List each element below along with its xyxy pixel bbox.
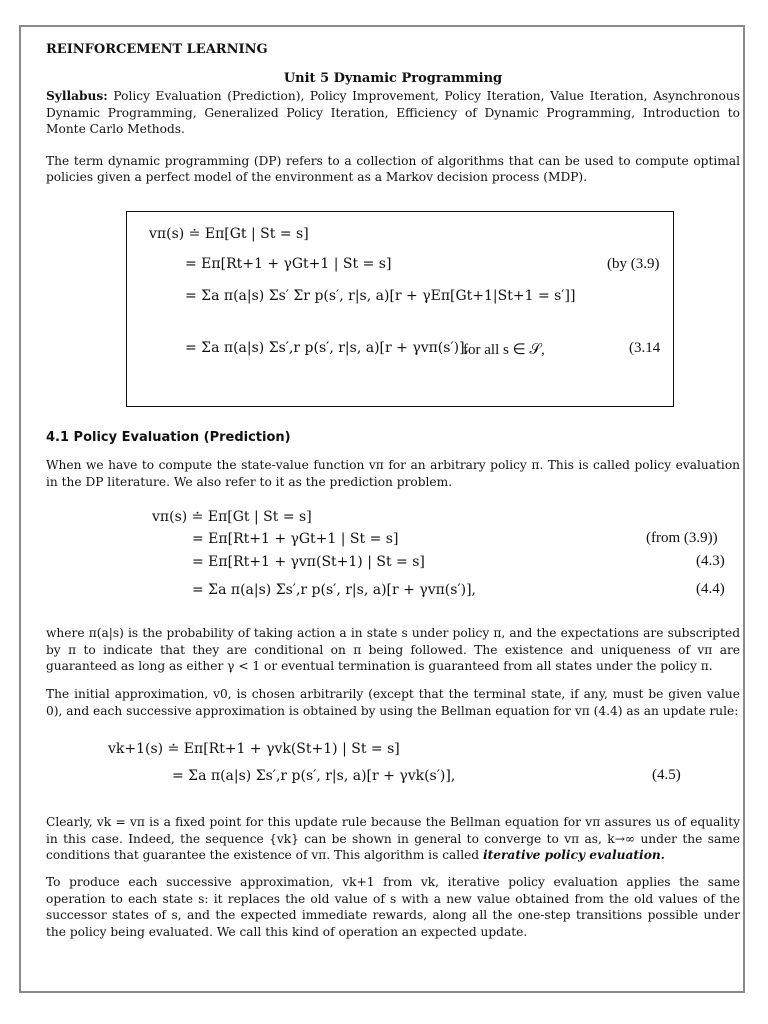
- box-eq-line-1: vπ(s) ≐ Eπ[Gt | St = s]: [149, 226, 309, 242]
- box-eq-line-4: = Σa π(a|s) Σs′,r p(s′, r|s, a)[r + γvπ(s′)],: [185, 340, 470, 356]
- syllabus-text: Policy Evaluation (Prediction), Policy Improvement, Policy Iteration, Value Iteration, Asynchronous Dynamic Programming, Generalized Policy Iteration, Efficiency of Dynamic Programming, Introduction to Monte Carlo Methods.: [46, 89, 741, 137]
- unit-title: Unit 5 Dynamic Programming: [283, 71, 503, 86]
- intro-paragraph: The term dynamic programming (DP) refers to a collection of algorithms that can be used to compute optimal policies given a perfect model of the environment as a Markov decision process (MDP).: [46, 153, 740, 185]
- eq44-line-3: = Eπ[Rt+1 + γvπ(St+1) | St = s]: [192, 554, 425, 570]
- eq44-line-2: = Eπ[Rt+1 + γGt+1 | St = s]: [192, 531, 399, 547]
- box-eq-label-by: (by (3.9): [607, 256, 660, 272]
- para-4-text: Clearly, vk = vπ is a fixed point for this update rule because the Bellman equation for vπ assures us of equality in this case. Indeed, the sequence {vk} can be shown in general to converge to vπ as, k→∞ under the same conditions that guarantee the existence of vπ. This algorithm is called: [46, 815, 740, 863]
- bellman-equation-box: [126, 211, 674, 407]
- eq45-line-2: = Σa π(a|s) Σs′,r p(s′, r|s, a)[r + γvk(s′)],: [172, 768, 456, 784]
- box-eq-line-2: = Eπ[Rt+1 + γGt+1 | St = s]: [185, 256, 392, 272]
- box-eq-label-314: (3.14: [629, 340, 661, 356]
- syllabus-label: Syllabus:: [46, 89, 108, 103]
- para-4-emphasis: iterative policy evaluation.: [482, 848, 665, 863]
- eq45-label-45: (4.5): [652, 767, 681, 783]
- para-3: The initial approximation, v0, is chosen arbitrarily (except that the terminal state, if any, must be given value 0), and each successive approximation is obtained by using the Bellman equation for vπ (4.4) as an update rule:: [46, 687, 740, 718]
- para-1: When we have to compute the state-value function vπ for an arbitrary policy π. This is called policy evaluation in the DP literature. We also refer to it as the prediction problem.: [46, 458, 741, 489]
- section-4-1-para-4: [46, 814, 740, 864]
- para-2: where π(a|s) is the probability of taking action a in state s under policy π, and the expectations are subscripted by π to indicate that they are conditional on π being followed. The existence and uniqueness of vπ are guaranteed as long as either γ < 1 or eventual termination is guaranteed from all states under the policy π.: [46, 626, 740, 674]
- eq44-line-4: = Σa π(a|s) Σs′,r p(s′, r|s, a)[r + γvπ(s′)],: [192, 582, 477, 598]
- para-4: [46, 814, 740, 864]
- section-4-1-para-2: [46, 625, 740, 675]
- para-5: To produce each successive approximation, vk+1 from vk, iterative policy evaluation applies the same operation to each state s: it replaces the old value of s with a new value obtained from the old values of the successor states of s, and the expected immediate rewards, along all the one-step transitions possible under the policy being evaluated. We call this kind of operation an expected update.: [46, 875, 740, 939]
- eq44-label-44: (4.4): [696, 581, 725, 597]
- box-eq-for-all: for all s ∈ 𝒮,: [463, 342, 545, 358]
- document-body: [46, 40, 740, 186]
- eq44-label-from: (from (3.9)): [646, 530, 718, 546]
- section-heading-4-1: 4.1 Policy Evaluation (Prediction): [46, 430, 291, 445]
- section-4-1-para-1: [46, 457, 740, 490]
- eq44-label-43: (4.3): [696, 553, 725, 569]
- eq45-line-1: vk+1(s) ≐ Eπ[Rt+1 + γvk(St+1) | St = s]: [108, 741, 400, 757]
- box-eq-line-3: = Σa π(a|s) Σs′ Σr p(s′, r|s, a)[r + γEπ[Gt+1|St+1 = s′]]: [185, 288, 576, 304]
- eq44-line-1: vπ(s) ≐ Eπ[Gt | St = s]: [152, 509, 312, 525]
- section-4-1-para-3: [46, 686, 740, 719]
- document-title: REINFORCEMENT LEARNING: [46, 42, 268, 57]
- section-4-1-para-5: [46, 874, 740, 940]
- syllabus-paragraph: [46, 88, 740, 138]
